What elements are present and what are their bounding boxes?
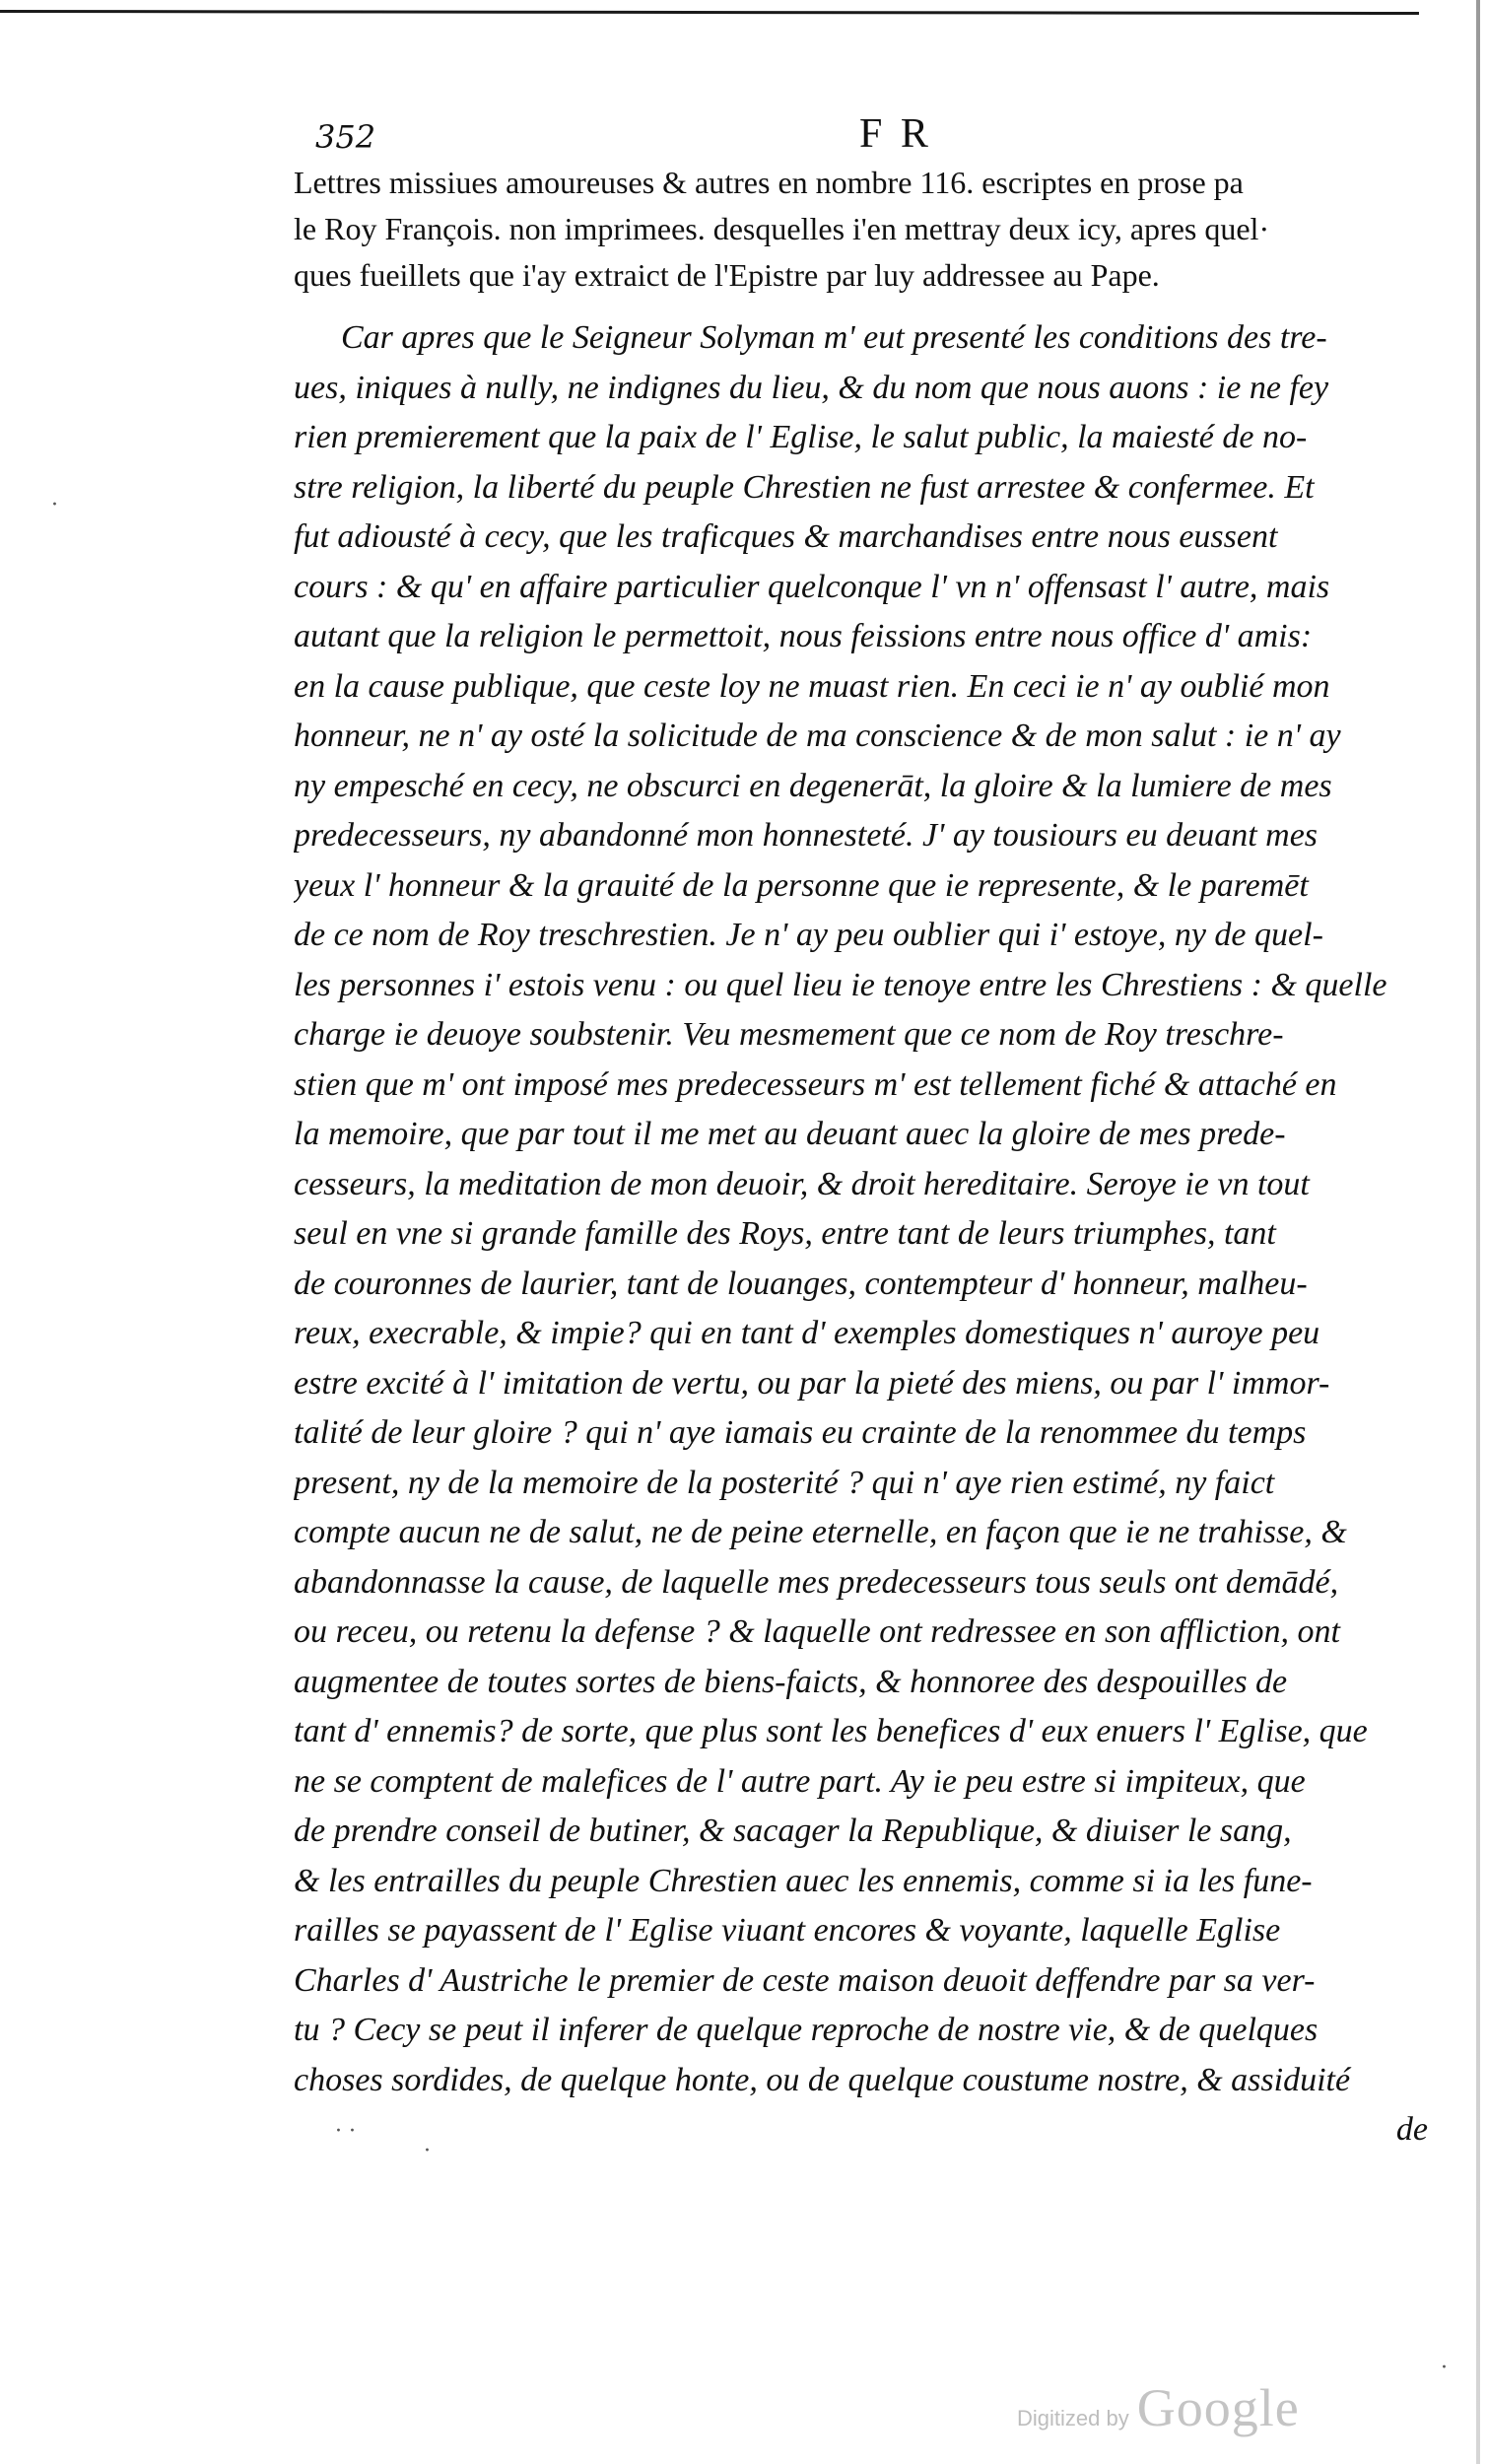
text-line: stien que m' ont imposé mes predecesseurs m' est tellement fiché & attaché en: [294, 1065, 1337, 1103]
text-line: & les entrailles du peuple Chrestien auec les ennemis, comme si ia les fune-: [294, 1862, 1313, 1899]
text-line: honneur, ne n' ay osté la solicitude de ma conscience & de mon salut : ie n' ay: [294, 718, 1341, 754]
text-line: yeux l' honneur & la grauité de la personne que ie represente, & le paremēt: [294, 866, 1309, 904]
text-line: present, ny de la memoire de la posterité ? qui n' aye rien estimé, ny faict: [294, 1464, 1275, 1501]
text-line: compte aucun ne de salut, ne de peine eternelle, en façon que ie ne trahisse, &: [294, 1514, 1347, 1550]
text-line: talité de leur gloire ? qui n' aye iamais eu crainte de la renommee du temps: [294, 1414, 1307, 1451]
watermark-prefix: Digitized by: [1017, 2406, 1129, 2430]
text-line: cesseurs, la meditation de mon deuoir, & droit hereditaire. Seroye ie vn tout: [294, 1165, 1310, 1202]
text-line: en la cause publique, que ceste loy ne muast rien. En ceci ie n' ay oublié mon: [294, 667, 1330, 705]
text-line: railles se payassent de l' Eglise viuant encores & voyante, laquelle Eglise: [294, 1912, 1281, 1949]
watermark-logo: Google: [1136, 2378, 1300, 2437]
text-line: ues, iniques à nully, ne indignes du lieu, & du nom que nous auons : ie ne fey: [294, 369, 1329, 406]
text-line: seul en vne si grande famille des Roys, entre tant de leurs triumphes, tant: [294, 1215, 1276, 1252]
margin-speck: ·: [1441, 2356, 1448, 2380]
text-line: la memoire, que par tout il me met au deuant auec la gloire de mes prede-: [294, 1116, 1286, 1152]
text-line: choses sordides, de quelque honte, ou de quelque coustume nostre, & assiduité: [294, 2061, 1351, 2098]
text-line: abandonnasse la cause, de laquelle mes predecesseurs tous seuls ont demādé,: [294, 1563, 1339, 1601]
text-line: charge ie deuoye soubstenir. Veu mesmement que ce nom de Roy treschre-: [294, 1016, 1284, 1053]
text-line: Car apres que le Seigneur Solyman m' eut presenté les conditions des tre-: [341, 319, 1327, 356]
text-line: ne se comptent de malefices de l' autre part. Ay ie peu estre si impiteux, que: [294, 1762, 1306, 1800]
text-line: rien premierement que la paix de l' Eglise, le salut public, la maiesté de no-: [294, 419, 1308, 455]
margin-speck: ·: [424, 2139, 431, 2163]
intro-line: le Roy François. non imprimees. desquelles i'en mettray deux icy, apres quel·: [294, 211, 1270, 246]
page-header: [315, 110, 1429, 160]
page-top-edge: [0, 0, 1419, 15]
text-line: autant que la religion le permettoit, nous feissions entre nous office d' amis:: [294, 618, 1313, 654]
margin-speck: ·: [51, 493, 58, 517]
text-line: tant d' ennemis? de sorte, que plus sont les benefices d' eux enuers l' Eglise, que: [294, 1713, 1368, 1749]
text-line: ou receu, ou retenu la defense ? & laquelle ont redressee en son affliction, ont: [294, 1613, 1340, 1650]
text-line: de ce nom de Roy treschrestien. Je n' ay peu oublier qui i' estoye, ny de quel-: [294, 917, 1323, 953]
text-line: reux, execrable, & impie? qui en tant d' exemples domestiques n' auroye peu: [294, 1315, 1320, 1351]
text-line: Charles d' Austriche le premier de ceste maison deuoit deffendre par sa ver-: [294, 1961, 1316, 1999]
text-line: ny empesché en cecy, ne obscurci en degenerāt, la gloire & la lumiere de mes: [294, 767, 1332, 804]
text-line: stre religion, la liberté du peuple Chrestien ne fust arrestee & confermee. Et: [294, 468, 1315, 506]
running-head: F R: [859, 111, 932, 157]
text-line: augmentee de toutes sortes de biens-faicts, & honnoree des despouilles de: [294, 1663, 1288, 1700]
text-line: fut adiousté à cecy, que les traficques & marchandises entre nous eussent: [294, 518, 1278, 555]
catchword: de: [1395, 2111, 1428, 2148]
epistle-text: [294, 313, 1432, 2156]
page-number: 352: [315, 118, 376, 156]
intro-line: Lettres missiues amoureuses & autres en nombre 116. escriptes en prose pa: [294, 165, 1244, 200]
text-line: de couronnes de laurier, tant de louanges, contempteur d' honneur, malheu-: [294, 1265, 1308, 1302]
text-line: tu ? Cecy se peut il inferer de quelque reproche de nostre vie, & de quelques: [294, 2012, 1319, 2048]
text-line: cours : & qu' en affaire particulier quelconque l' vn n' offensast l' autre, mais: [294, 568, 1330, 605]
text-line: predecesseurs, ny abandonné mon honnesteté. J' ay tousiours eu deuant mes: [294, 817, 1319, 854]
margin-speck: · ·: [335, 2119, 356, 2144]
text-line: de prendre conseil de butiner, & sacager la Republique, & diuiser le sang,: [294, 1813, 1292, 1849]
digitization-watermark: [1017, 2377, 1300, 2436]
text-line: estre excité à l' imitation de vertu, ou par la pieté des miens, ou par l' immor-: [294, 1364, 1330, 1402]
intro-line: ques fueillets que i'ay extraict de l'Epistre par luy addressee au Pape.: [294, 257, 1160, 293]
text-line: les personnes i' estois venu : ou quel lieu ie tenoye entre les Chrestiens : & quelle: [294, 966, 1387, 1003]
page-right-edge: [1476, 0, 1480, 2464]
intro-paragraph: [294, 160, 1427, 299]
